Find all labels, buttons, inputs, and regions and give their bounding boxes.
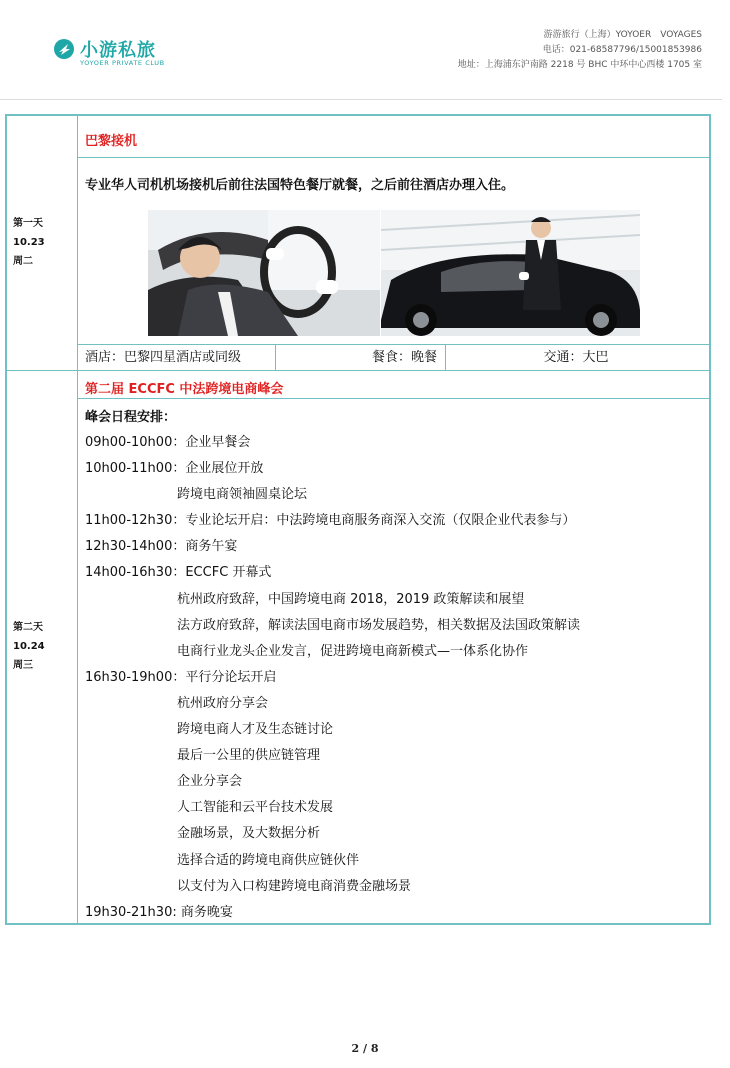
schedule-heading: 峰会日程安排： xyxy=(85,410,177,425)
company-info xyxy=(458,28,702,73)
schedule-text: 商务午宴 xyxy=(185,539,238,555)
schedule-item xyxy=(85,508,705,534)
schedule-text: 企业分享会 xyxy=(177,774,243,790)
column-divider xyxy=(77,116,78,923)
day-title: 第二届 ECCFC 中法跨境电商峰会 xyxy=(85,382,284,397)
logo-arrow-icon xyxy=(53,38,75,60)
row-divider xyxy=(77,398,709,399)
day-weekday: 周二 xyxy=(13,256,33,267)
schedule-item xyxy=(85,874,705,900)
page-header xyxy=(0,0,730,100)
day-date: 10.23 xyxy=(13,237,45,248)
day-title: 巴黎接机 xyxy=(85,134,138,149)
schedule-text: 电商行业龙头企业发言，促进跨境电商新模式—一体系化协作 xyxy=(177,643,529,659)
schedule-text: 杭州政府致辞，中国跨境电商 2018，2019 政策解读和展望 xyxy=(177,591,525,607)
row-divider xyxy=(77,344,709,345)
itinerary-table xyxy=(5,114,711,925)
schedule-text: 金融场景，及大数据分析 xyxy=(177,826,321,842)
schedule-item xyxy=(85,743,705,769)
schedule-item xyxy=(85,848,705,874)
schedule-text: 法方政府致辞，解读法国电商市场发展趋势，相关数据及法国政策解读 xyxy=(177,617,581,633)
schedule-item xyxy=(85,691,705,717)
chauffeur-car-photo xyxy=(381,210,640,336)
schedule-time: 12h30-14h00： xyxy=(85,539,186,555)
day-number: 第一天 xyxy=(13,218,43,229)
brand-logo xyxy=(53,38,173,72)
schedule-text: 跨境电商人才及生态链讨论 xyxy=(177,722,334,738)
schedule-text: 商务晚宴 xyxy=(180,904,233,920)
schedule-item xyxy=(85,587,705,613)
schedule-text: 企业展位开放 xyxy=(185,461,264,477)
schedule-item xyxy=(85,560,705,586)
schedule-item xyxy=(85,900,705,926)
schedule-text: 以支付为入口构建跨境电商消费金融场景 xyxy=(177,878,412,894)
schedule-text: 选择合适的跨境电商供应链伙伴 xyxy=(177,852,360,868)
schedule-time: 19h30-21h30: xyxy=(85,904,181,920)
day-weekday: 周三 xyxy=(13,660,33,671)
schedule-text: 企业早餐会 xyxy=(185,435,251,450)
day-number: 第二天 xyxy=(13,622,43,633)
transport-info: 交通：大巴 xyxy=(543,350,609,365)
company-address: 地址：上海浦东沪南路 2218 号 BHC 中环中心西楼 1705 室 xyxy=(457,60,702,70)
schedule-item xyxy=(85,430,705,456)
schedule-item xyxy=(85,795,705,821)
day-description: 专业华人司机机场接机后前往法国特色餐厅就餐，之后前往酒店办理入住。 xyxy=(85,178,515,193)
driver-photo xyxy=(148,210,380,336)
summit-schedule xyxy=(85,430,705,926)
company-name: 游游旅行（上海）YOYOER VOYAGES xyxy=(543,30,702,40)
row-divider xyxy=(77,157,709,158)
schedule-item xyxy=(85,613,705,639)
hotel-info: 酒店：巴黎四星酒店或同级 xyxy=(85,350,242,365)
schedule-item xyxy=(85,534,705,560)
brand-name-cn: 小游私旅 xyxy=(80,40,156,61)
schedule-time: 10h00-11h00： xyxy=(85,461,186,477)
company-phone: 电话：021-68587796/15001853986 xyxy=(542,45,702,55)
meals-info: 餐食：晚餐 xyxy=(371,350,437,365)
schedule-item xyxy=(85,821,705,847)
schedule-time: 14h00-16h30： xyxy=(85,565,186,581)
schedule-item xyxy=(85,456,705,482)
schedule-item xyxy=(85,717,705,743)
schedule-time: 11h00-12h30： xyxy=(85,513,186,529)
schedule-item xyxy=(85,769,705,795)
brand-name-en: YOYOER PRIVATE CLUB xyxy=(80,59,165,67)
schedule-text: 专业论坛开启：中法跨境电商服务商深入交流（仅限企业代表参与） xyxy=(185,513,576,529)
schedule-time: 16h30-19h00： xyxy=(85,669,186,685)
schedule-text: 人工智能和云平台技术发展 xyxy=(177,800,334,816)
schedule-item xyxy=(85,482,705,508)
day-label xyxy=(13,214,73,271)
schedule-item xyxy=(85,665,705,691)
schedule-text: 平行分论坛开启 xyxy=(185,669,277,685)
header-divider xyxy=(0,99,722,100)
day-divider xyxy=(7,370,709,371)
day-label xyxy=(13,618,73,675)
schedule-text: 最后一公里的供应链管理 xyxy=(177,748,321,764)
schedule-text: 杭州政府分享会 xyxy=(177,695,269,711)
schedule-time: 09h00-10h00： xyxy=(85,435,186,450)
schedule-item xyxy=(85,639,705,665)
page-number: 2 / 8 xyxy=(351,1042,379,1055)
day-date: 10.24 xyxy=(13,641,45,652)
schedule-text: ECCFC 开幕式 xyxy=(185,565,272,581)
schedule-text: 跨境电商领袖圆桌论坛 xyxy=(177,487,308,503)
